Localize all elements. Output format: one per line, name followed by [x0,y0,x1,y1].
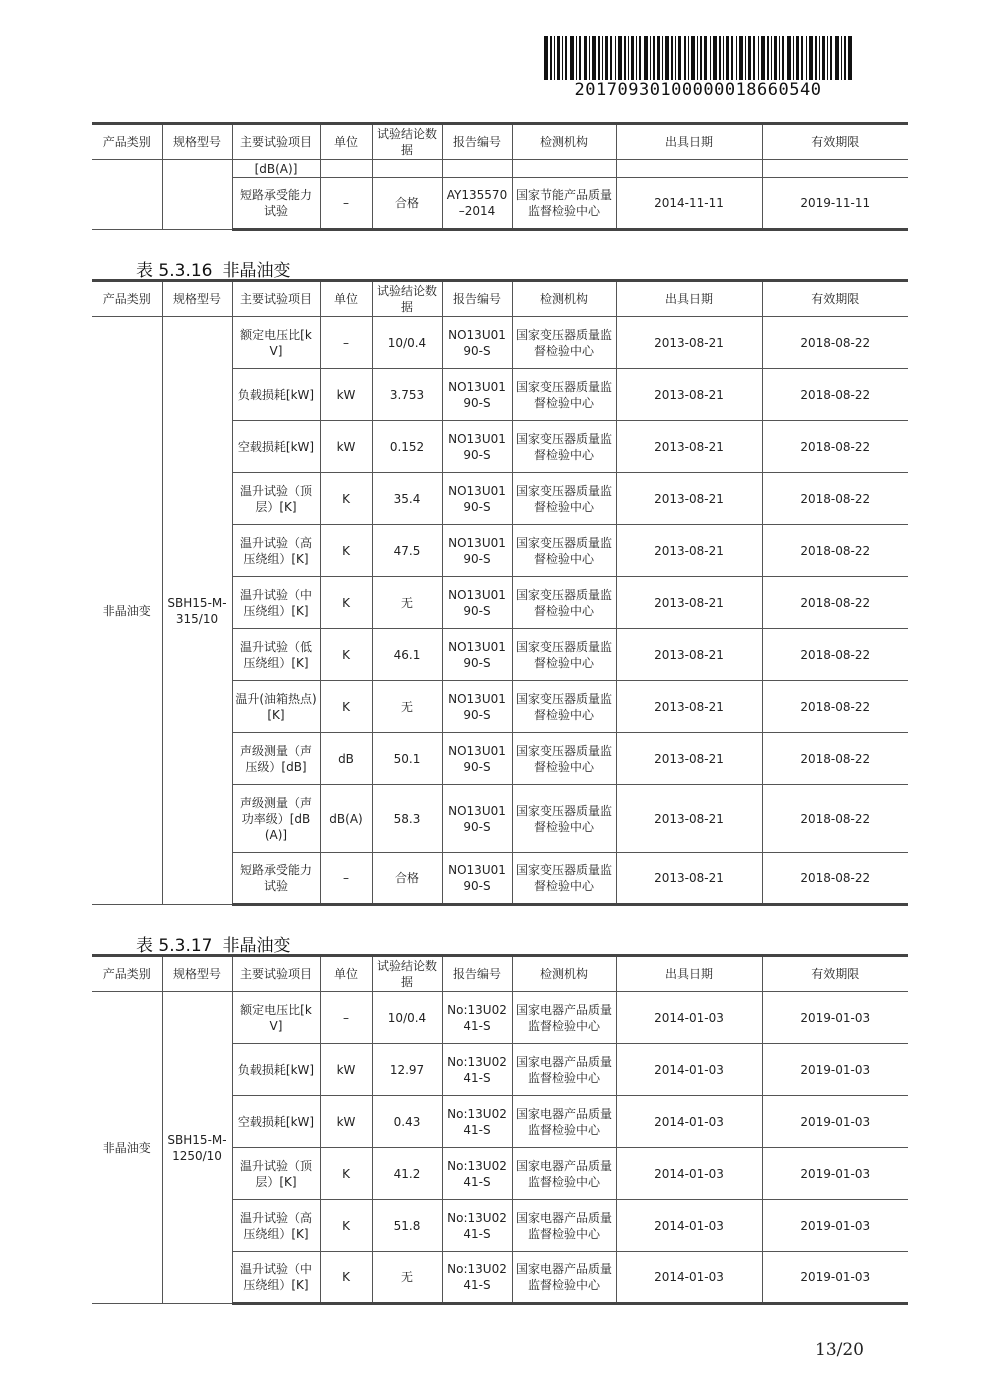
issue-date-cell: 2014-01-03 [616,1044,762,1096]
expiry-cell: 2018-08-22 [762,473,908,525]
report-no-cell: No:13U0241-S [442,1200,512,1252]
header-expiry: 有效期限 [762,281,908,317]
result-cell: 0.152 [372,421,442,473]
test-item-cell: 声级测量（声功率级）[dB(A)] [232,785,320,853]
table-5-3-17 [92,954,908,1305]
test-item-cell: 负载损耗[kW] [232,1044,320,1096]
result-cell: 46.1 [372,629,442,681]
caption-number: 表 5.3.17 [136,936,213,956]
header-test-item: 主要试验项目 [232,124,320,160]
unit-cell: – [320,992,372,1044]
test-item-cell: 声级测量（声压级）[dB] [232,733,320,785]
report-no-cell: NO13U0190-S [442,525,512,577]
result-cell: 35.4 [372,473,442,525]
agency-cell: 国家变压器质量监督检验中心 [512,421,616,473]
expiry-cell: 2019-01-03 [762,1200,908,1252]
header-issue-date: 出具日期 [616,281,762,317]
expiry-cell: 2018-08-22 [762,853,908,905]
result-cell: 合格 [372,853,442,905]
expiry-cell: 2018-08-22 [762,577,908,629]
issue-date-cell: 2013-08-21 [616,629,762,681]
header-model: 规格型号 [162,281,232,317]
report-no-cell: NO13U0190-S [442,369,512,421]
unit-cell: – [320,853,372,905]
test-item-cell: 温升试验（中压绕组）[K] [232,1252,320,1304]
report-no-cell: AY135570–2014 [442,178,512,230]
header-issue-date: 出具日期 [616,124,762,160]
table-header-row [92,956,908,992]
report-no-cell: No:13U0241-S [442,1044,512,1096]
issue-date-cell: 2013-08-21 [616,577,762,629]
unit-cell [320,160,372,178]
agency-cell: 国家变压器质量监督检验中心 [512,629,616,681]
result-cell: 无 [372,1252,442,1304]
category-cell: 非晶油变 [92,992,162,1304]
result-cell: 无 [372,681,442,733]
header-unit: 单位 [320,124,372,160]
header-category: 产品类别 [92,124,162,160]
result-cell: 0.43 [372,1096,442,1148]
report-no-cell: No:13U0241-S [442,992,512,1044]
report-no-cell: No:13U0241-S [442,1096,512,1148]
issue-date-cell: 2014-01-03 [616,1252,762,1304]
agency-cell: 国家变压器质量监督检验中心 [512,577,616,629]
agency-cell: 国家电器产品质量监督检验中心 [512,1148,616,1200]
agency-cell: 国家变压器质量监督检验中心 [512,785,616,853]
test-item-cell: 空载损耗[kW] [232,421,320,473]
report-no-cell: NO13U0190-S [442,421,512,473]
report-no-cell [442,160,512,178]
issue-date-cell: 2013-08-21 [616,681,762,733]
test-item-cell: 空载损耗[kW] [232,1096,320,1148]
result-cell: 合格 [372,178,442,230]
test-item-cell: 负载损耗[kW] [232,369,320,421]
agency-cell: 国家电器产品质量监督检验中心 [512,1252,616,1304]
report-no-cell: NO13U0190-S [442,629,512,681]
agency-cell [512,160,616,178]
model-cell [162,160,232,230]
agency-cell: 国家电器产品质量监督检验中心 [512,1044,616,1096]
header-agency: 检测机构 [512,956,616,992]
model-cell: SBH15-M-315/10 [162,317,232,905]
report-no-cell: NO13U0190-S [442,853,512,905]
result-cell: 51.8 [372,1200,442,1252]
issue-date-cell: 2013-08-21 [616,317,762,369]
header-issue-date: 出具日期 [616,956,762,992]
expiry-cell: 2019-01-03 [762,1252,908,1304]
header-expiry: 有效期限 [762,124,908,160]
result-cell: 50.1 [372,733,442,785]
header-test-item: 主要试验项目 [232,956,320,992]
expiry-cell: 2018-08-22 [762,525,908,577]
page-number: 13/20 [815,1340,864,1360]
agency-cell: 国家变压器质量监督检验中心 [512,473,616,525]
header-test-item: 主要试验项目 [232,281,320,317]
header-model: 规格型号 [162,956,232,992]
report-no-cell: No:13U0241-S [442,1252,512,1304]
expiry-cell: 2019-01-03 [762,1044,908,1096]
unit-cell: kW [320,1044,372,1096]
model-cell: SBH15-M-1250/10 [162,992,232,1304]
unit-cell: kW [320,369,372,421]
test-item-cell: 温升试验（高压绕组）[K] [232,525,320,577]
issue-date-cell: 2014-01-03 [616,1148,762,1200]
expiry-cell: 2018-08-22 [762,733,908,785]
unit-cell: K [320,1200,372,1252]
header-unit: 单位 [320,281,372,317]
header-expiry: 有效期限 [762,956,908,992]
agency-cell: 国家变压器质量监督检验中心 [512,853,616,905]
caption-title: 非晶油变 [222,261,291,281]
issue-date-cell: 2013-08-21 [616,785,762,853]
table-row [92,160,908,178]
table-caption-5-3-16 [136,256,300,281]
unit-cell: K [320,1148,372,1200]
category-cell: 非晶油变 [92,317,162,905]
test-item-cell: 额定电压比[kV] [232,317,320,369]
unit-cell: – [320,317,372,369]
header-report-no: 报告编号 [442,956,512,992]
expiry-cell: 2018-08-22 [762,317,908,369]
agency-cell: 国家节能产品质量监督检验中心 [512,178,616,230]
agency-cell: 国家电器产品质量监督检验中心 [512,1096,616,1148]
unit-cell: K [320,629,372,681]
expiry-cell: 2019-11-11 [762,178,908,230]
header-report-no: 报告编号 [442,281,512,317]
header-model: 规格型号 [162,124,232,160]
issue-date-cell: 2014-11-11 [616,178,762,230]
issue-date-cell: 2013-08-21 [616,473,762,525]
agency-cell: 国家变压器质量监督检验中心 [512,317,616,369]
agency-cell: 国家电器产品质量监督检验中心 [512,1200,616,1252]
table-continued [92,122,908,231]
agency-cell: 国家变压器质量监督检验中心 [512,681,616,733]
issue-date-cell: 2014-01-03 [616,992,762,1044]
report-no-cell: NO13U0190-S [442,577,512,629]
test-item-cell: 温升(油箱热点)[K] [232,681,320,733]
unit-cell: – [320,178,372,230]
result-cell: 47.5 [372,525,442,577]
test-item-cell: 短路承受能力试验 [232,178,320,230]
agency-cell: 国家变压器质量监督检验中心 [512,369,616,421]
category-cell [92,160,162,230]
report-no-cell: NO13U0190-S [442,681,512,733]
table-header-row [92,124,908,160]
expiry-cell: 2018-08-22 [762,369,908,421]
test-item-cell: 额定电压比[kV] [232,992,320,1044]
result-cell: 12.97 [372,1044,442,1096]
issue-date-cell: 2014-01-03 [616,1200,762,1252]
table-caption-5-3-17 [136,931,300,956]
issue-date-cell: 2013-08-21 [616,853,762,905]
report-no-cell: NO13U0190-S [442,733,512,785]
issue-date-cell: 2013-08-21 [616,525,762,577]
issue-date-cell [616,160,762,178]
report-no-cell: NO13U0190-S [442,785,512,853]
test-item-cell: 温升试验（顶层）[K] [232,473,320,525]
unit-cell: K [320,1252,372,1304]
header-result: 试验结论数据 [372,281,442,317]
result-cell [372,160,442,178]
issue-date-cell: 2013-08-21 [616,369,762,421]
expiry-cell [762,160,908,178]
agency-cell: 国家电器产品质量监督检验中心 [512,992,616,1044]
header-category: 产品类别 [92,956,162,992]
table-row [92,992,908,1044]
result-cell: 10/0.4 [372,992,442,1044]
table-row [92,317,908,369]
result-cell: 10/0.4 [372,317,442,369]
issue-date-cell: 2013-08-21 [616,421,762,473]
header-category: 产品类别 [92,281,162,317]
barcode-number: 20170930100000018660540 [574,80,822,100]
agency-cell: 国家变压器质量监督检验中心 [512,733,616,785]
header-agency: 检测机构 [512,124,616,160]
expiry-cell: 2019-01-03 [762,1148,908,1200]
test-item-cell: [dB(A)] [232,160,320,178]
header-result: 试验结论数据 [372,124,442,160]
expiry-cell: 2019-01-03 [762,992,908,1044]
expiry-cell: 2018-08-22 [762,421,908,473]
unit-cell: K [320,577,372,629]
unit-cell: dB(A) [320,785,372,853]
agency-cell: 国家变压器质量监督检验中心 [512,525,616,577]
barcode [544,36,852,80]
test-item-cell: 短路承受能力试验 [232,853,320,905]
unit-cell: K [320,473,372,525]
expiry-cell: 2019-01-03 [762,1096,908,1148]
header-agency: 检测机构 [512,281,616,317]
result-cell: 无 [372,577,442,629]
test-item-cell: 温升试验（低压绕组）[K] [232,629,320,681]
caption-number: 表 5.3.16 [136,261,213,281]
test-item-cell: 温升试验（高压绕组）[K] [232,1200,320,1252]
issue-date-cell: 2014-01-03 [616,1096,762,1148]
test-item-cell: 温升试验（中压绕组）[K] [232,577,320,629]
caption-title: 非晶油变 [222,936,291,956]
table-5-3-16 [92,279,908,906]
expiry-cell: 2018-08-22 [762,681,908,733]
report-no-cell: NO13U0190-S [442,317,512,369]
header-unit: 单位 [320,956,372,992]
result-cell: 3.753 [372,369,442,421]
report-no-cell: NO13U0190-S [442,473,512,525]
test-item-cell: 温升试验（顶层）[K] [232,1148,320,1200]
unit-cell: kW [320,1096,372,1148]
expiry-cell: 2018-08-22 [762,629,908,681]
header-result: 试验结论数据 [372,956,442,992]
report-no-cell: No:13U0241-S [442,1148,512,1200]
result-cell: 58.3 [372,785,442,853]
expiry-cell: 2018-08-22 [762,785,908,853]
unit-cell: K [320,525,372,577]
issue-date-cell: 2013-08-21 [616,733,762,785]
result-cell: 41.2 [372,1148,442,1200]
unit-cell: dB [320,733,372,785]
unit-cell: K [320,681,372,733]
table-header-row [92,281,908,317]
unit-cell: kW [320,421,372,473]
header-report-no: 报告编号 [442,124,512,160]
